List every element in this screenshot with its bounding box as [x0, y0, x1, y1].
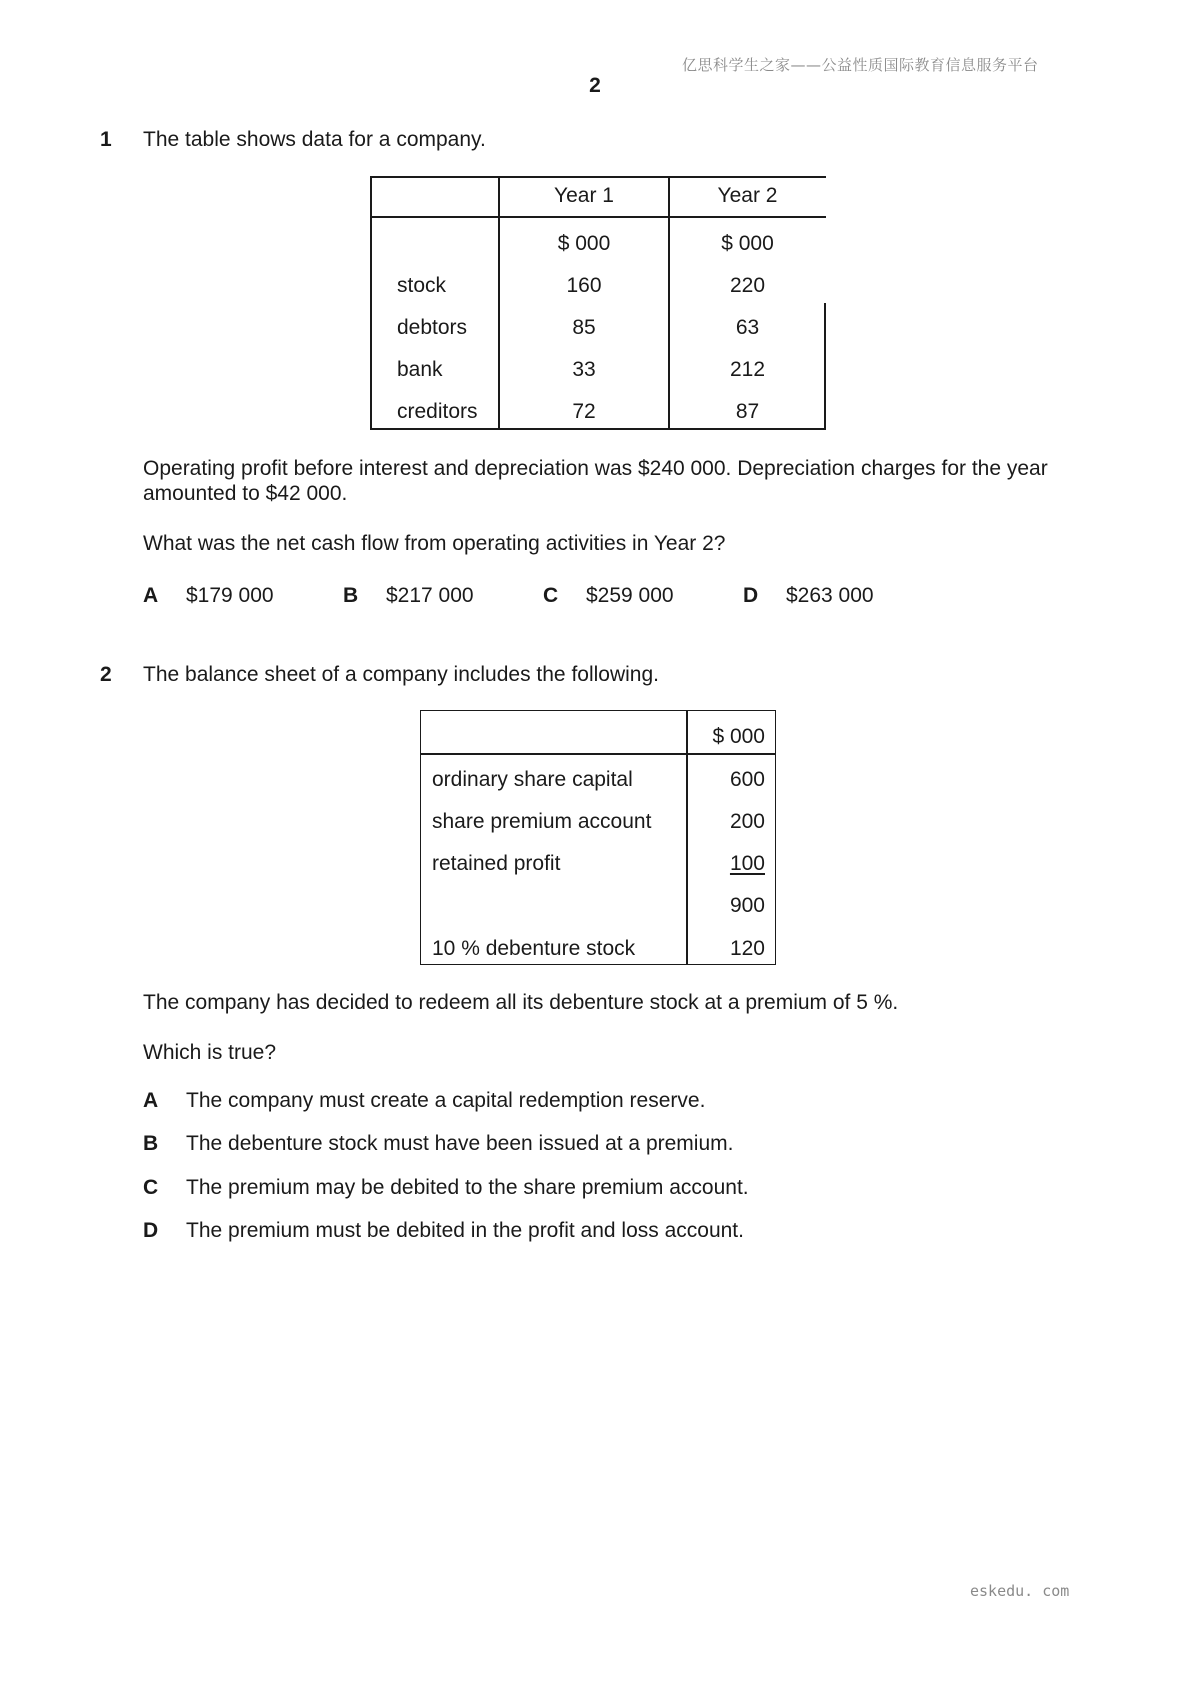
table-cell: 120	[729, 937, 765, 960]
option-letter: A	[143, 1089, 159, 1112]
option-d[interactable]	[743, 584, 874, 608]
option-c[interactable]	[143, 1176, 749, 1200]
table-unit-year-1: $ 000	[557, 232, 611, 255]
question-1-intro: The table shows data for a company.	[143, 128, 486, 151]
question-2-table	[420, 710, 776, 965]
option-text: $217 000	[386, 584, 474, 607]
table-row-label: stock	[397, 274, 447, 297]
table-cell-subtotal: 900	[729, 894, 765, 917]
table-cell: 85	[572, 316, 596, 339]
option-d[interactable]	[143, 1219, 744, 1243]
table-cell	[687, 852, 765, 876]
option-letter: C	[543, 584, 559, 607]
option-c[interactable]	[543, 584, 674, 608]
table-cell: 33	[572, 358, 596, 381]
table-row-label: retained profit	[432, 852, 561, 875]
table-row-label: 10 % debenture stock	[432, 937, 636, 960]
option-letter: D	[143, 1219, 159, 1242]
table-header-year-1: Year 1	[554, 184, 614, 207]
question-1-text-line-2: amounted to $42 000.	[143, 482, 348, 505]
option-text: The company must create a capital redemption reserve.	[186, 1089, 706, 1112]
watermark-bottom: eskedu. com	[970, 1582, 1070, 1600]
option-b[interactable]	[343, 584, 474, 608]
option-letter: D	[743, 584, 759, 607]
question-1-number: 1	[100, 128, 112, 151]
question-1-prompt: What was the net cash flow from operating activities in Year 2?	[143, 532, 726, 555]
table-row-label: debtors	[397, 316, 468, 339]
option-letter: B	[143, 1132, 159, 1155]
watermark-top: 亿思科学生之家——公益性质国际教育信息服务平台	[682, 56, 1039, 74]
question-2-number: 2	[100, 663, 112, 686]
option-letter: B	[343, 584, 359, 607]
table-cell: 72	[572, 400, 596, 423]
table-unit: $ 000	[712, 725, 765, 748]
table-row-label: creditors	[397, 400, 478, 423]
question-2-intro: The balance sheet of a company includes the following.	[143, 663, 659, 686]
table-cell: 63	[735, 316, 760, 339]
option-text: The premium must be debited in the profit and loss account.	[186, 1219, 744, 1242]
question-2-text: The company has decided to redeem all its debenture stock at a premium of 5 %.	[143, 991, 899, 1014]
option-letter: A	[143, 584, 159, 607]
option-text: $263 000	[786, 584, 874, 607]
page-number: 2	[589, 74, 601, 97]
table-cell: 220	[729, 274, 766, 297]
option-a[interactable]	[143, 584, 274, 608]
table-cell: 160	[566, 274, 602, 297]
option-text: The debenture stock must have been issued at a premium.	[186, 1132, 734, 1155]
table-cell: 600	[729, 768, 765, 791]
option-text: $179 000	[186, 584, 274, 607]
table-row-label: bank	[397, 358, 443, 381]
table-unit-year-2: $ 000	[721, 232, 774, 255]
option-a[interactable]	[143, 1089, 705, 1113]
option-text: $259 000	[586, 584, 674, 607]
table-cell: 200	[729, 810, 765, 833]
table-row-label: ordinary share capital	[432, 768, 633, 791]
option-letter: C	[143, 1176, 159, 1199]
table-cell: 87	[735, 400, 760, 423]
question-2-prompt: Which is true?	[143, 1041, 277, 1064]
question-1-text-line-1: Operating profit before interest and depreciation was $240 000. Depreciation charges for the year	[143, 457, 1048, 480]
underlined-value: 100	[729, 852, 765, 875]
option-b[interactable]	[143, 1132, 733, 1156]
question-1-table	[370, 176, 826, 430]
table-header-year-2: Year 2	[717, 184, 778, 207]
option-text: The premium may be debited to the share premium account.	[186, 1176, 749, 1199]
table-row-label: share premium account	[432, 810, 652, 833]
table-cell: 212	[729, 358, 766, 381]
